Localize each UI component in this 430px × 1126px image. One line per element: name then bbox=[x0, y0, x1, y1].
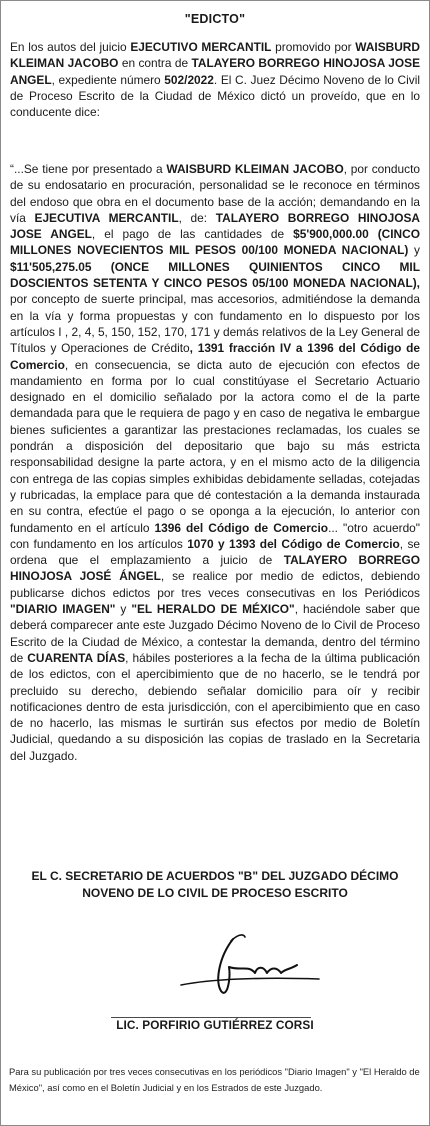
quote-bold-text: TALAYERO BORREGO HINOJOSA JOSÉ ÁNGEL bbox=[10, 553, 420, 584]
quote-text: y bbox=[115, 602, 132, 617]
secretary-heading-line: NOVENO DE LO CIVIL DE PROCESO ESCRITO bbox=[82, 886, 348, 900]
intro-paragraph bbox=[10, 39, 420, 120]
quote-bold-text: CUARENTA DÍAS bbox=[27, 650, 126, 665]
quote-bold-text: WAISBURD KLEIMAN JACOBO bbox=[166, 162, 344, 176]
quote-text: , en consecuencia, se dicta auto de ejecución con efectos de mandamiento en forma por lo cual constitúyase el Secretario Actuario designado en el domicilio señalado por la actora como el de la parte demandada para que le requiera de pago y en caso de negativa le embargue bienes suficientes a garantizar las prestaciones reclamadas, los cuales se pondrán a disposición del depositario que bajo su más estricta responsabilidad designe la parte actora, y en el mismo acto de la diligencia con entrega de las copias simples exhibidas debidamente selladas, cotejadas y rubricadas, la emplace para que dé contestación a la demanda instaurada en su contra, efectúe el pago o se oponga a la ejecución, lo anterior con fundamento en el artículo bbox=[10, 357, 420, 535]
quote-bold-text: TALAYERO BORREGO HINOJOSA JOSE ANGEL bbox=[10, 210, 420, 242]
quote-text: , por conducto de su endosatario en procuración, personalidad se le reconoce en términos del endoso que obra en el documento base de la acción; demandando en la vía bbox=[10, 162, 420, 225]
publication-note: Para su publicación por tres veces consecutivas en los periódicos "Diario Imagen" y "El Heraldo de México", así como en el Boletín Judicial y en los Estrados de este Juzgado. bbox=[9, 1066, 420, 1093]
intro-text: . El C. Juez Décimo Noveno de lo Civil de Proceso Escrito de la Ciudad de México dictó un proveído, que en lo conducente dice: bbox=[10, 72, 420, 120]
quote-text: “...Se tiene por presentado a bbox=[10, 162, 167, 176]
quote-text: , hábiles posteriores a la fecha de la última publicación de los edictos, con el apercibimiento que de no hacerlo, se le tendrá por precluido su derecho, debiendo señalar domicilio para oír y recibir notificaciones dentro de esta jurisdicción, con el apercibimiento que en caso de no hacerlo, las mismas le surtirán sus efectos por medio de Boletín Judicial, quedando a su disposición las copias de traslado en la Secretaria del Juzgado. bbox=[10, 650, 421, 763]
quote-text: , se ordena que el emplazamiento a juicio de bbox=[10, 536, 420, 568]
quote-paragraph bbox=[10, 161, 420, 764]
quote-text: ... "otro acuerdo" con fundamento en los artículos bbox=[10, 520, 421, 551]
secretary-heading-line: EL C. SECRETARIO DE ACUERDOS "B" DEL JUZGADO DÉCIMO bbox=[31, 869, 399, 883]
intro-text: , expediente número bbox=[51, 72, 165, 87]
quote-bold-text: , 1391 fracción IV a 1396 del Código de Comercio bbox=[10, 341, 420, 372]
quote-text: , el pago de las cantidades de bbox=[91, 227, 294, 242]
quote-bold-text: 1070 y 1393 del Código de Comercio bbox=[187, 536, 400, 551]
intro-text: promovido por bbox=[271, 40, 356, 54]
intro-bold-text: TALAYERO BORREGO HINOJOSA JOSE ANGEL bbox=[10, 56, 420, 87]
quote-text: , de: bbox=[178, 210, 216, 225]
intro-text: en contra de bbox=[118, 56, 192, 71]
intro-text: En los autos del juicio bbox=[10, 40, 131, 54]
signatory-name: LIC. PORFIRIO GUTIÉRREZ CORSI bbox=[116, 1018, 314, 1032]
quote-text: , haciéndole saber que deberá comparecer ante este Juzgado Décimo Noveno de lo Civil de Proceso Escrito de la Ciudad de México, a contestar la demanda, dentro del término de bbox=[10, 602, 420, 665]
quote-text: , se realice por medio de edictos, debiendo publicarse dichos edictos por tres veces consecutivas en los Periódicos bbox=[10, 569, 420, 600]
quote-text: y bbox=[408, 243, 421, 258]
intro-bold-text: EJECUTIVO MERCANTIL bbox=[130, 40, 272, 54]
quote-bold-text: "EL HERALDO DE MÉXICO" bbox=[131, 602, 295, 617]
quote-bold-text: $5'900,000.00 (CINCO MILLONES NOVECIENTOS MIL PESOS 00/100 MONEDA NACIONAL) bbox=[10, 227, 420, 258]
quote-bold-text: EJECUTIVA MERCANTIL bbox=[34, 210, 179, 225]
quote-text: por concepto de suerte principal, mas accesorios, admitiéndose la demanda en la vía y forma propuestas y con fundamento en lo dispuesto por los artículos I , 2, 4, 5, 150, 152, 170, 171 y demás relativos de la Ley General de Títulos y Operaciones de Crédito bbox=[10, 292, 420, 356]
handwritten-signature bbox=[171, 929, 321, 999]
intro-bold-text: WAISBURD KLEIMAN JACOBO bbox=[10, 40, 420, 71]
quote-bold-text: $11'505,275.05 (ONCE MILLONES QUINIENTOS CINCO MIL DOSCIENTOS SETENTA Y CINCO PESOS 05/100 MONEDA NACIONAL), bbox=[10, 259, 420, 291]
quote-bold-text: 1396 del Código de Comercio bbox=[154, 520, 329, 535]
intro-bold-text: 502/2022 bbox=[164, 72, 214, 87]
edict-title: "EDICTO" bbox=[184, 12, 246, 26]
secretary-heading bbox=[1, 868, 429, 902]
quote-bold-text: "DIARIO IMAGEN" bbox=[10, 602, 116, 617]
